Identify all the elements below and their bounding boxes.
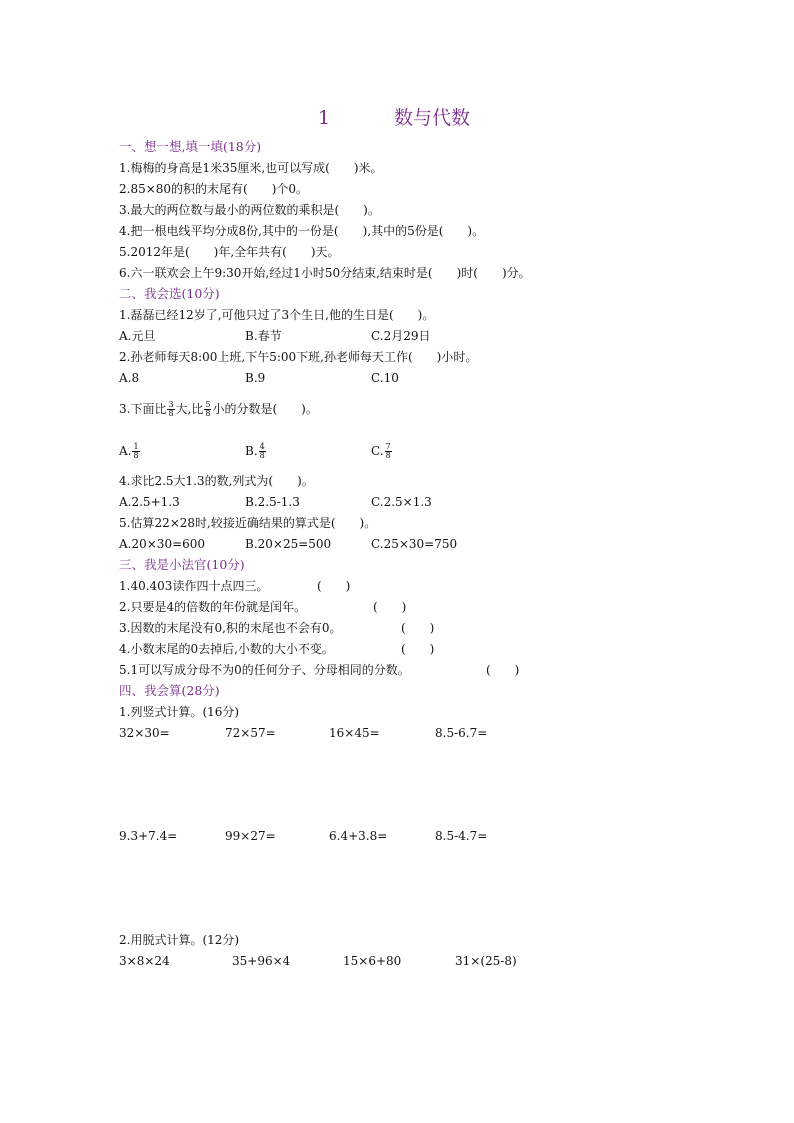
judge-bracket-5: ( ) [486, 663, 520, 677]
judge-question-2: 2.只要是4的倍数的年份就是闰年。 [119, 600, 307, 614]
calc-item: 3×8×24 [119, 954, 170, 968]
fill-question-2: 2.85×80的积的末尾有( )个0。 [119, 182, 309, 196]
section-heading-judge: 三、我是小法官(10分) [119, 557, 245, 572]
calc-item: 8.5-4.7= [435, 829, 488, 843]
calc-item: 15×6+80 [343, 954, 402, 968]
choose-q1-option-c: C.2月29日 [371, 329, 431, 343]
choose-q3-option-a: A. $\frac{1}{8}$ [119, 442, 139, 460]
judge-question-5: 5.1可以写成分母不为0的任何分子、分母相同的分数。 [119, 663, 410, 677]
calc-item: 72×57= [225, 726, 276, 740]
judge-bracket-3: ( ) [401, 621, 435, 635]
section-heading-fill: 一、想一想,填一填(18分) [119, 139, 262, 154]
judge-question-4: 4.小数末尾的0去掉后,小数的大小不变。 [119, 642, 334, 656]
choose-q2-option-c: C.10 [371, 371, 399, 385]
section-heading-calc: 四、我会算(28分) [119, 683, 220, 698]
calc-sub-stepwise: 2.用脱式计算。(12分) [119, 933, 240, 947]
fill-question-6: 6.六一联欢会上午9:30开始,经过1小时50分结束,结束时是( )时( )分。 [119, 266, 531, 280]
choose-question-2: 2.孙老师每天8:00上班,下午5:00下班,孙老师每天工作( )小时。 [119, 350, 478, 364]
fraction-five-eighths: $\frac{5}{8}$ [205, 400, 211, 418]
calc-item: 35+96×4 [232, 954, 291, 968]
judge-question-1: 1.40.403读作四十点四三。 [119, 579, 269, 593]
judge-question-3: 3.因数的末尾没有0,积的末尾也不会有0。 [119, 621, 342, 635]
title-number: 1 [318, 107, 331, 129]
choose-q3-option-b: B. $\frac{4}{8}$ [245, 442, 265, 460]
calc-item: 9.3+7.4= [119, 829, 178, 843]
choose-q3-option-c: C. $\frac{7}{8}$ [371, 442, 391, 460]
fraction-three-eighths: $\frac{3}{8}$ [168, 400, 174, 418]
choose-q2-option-a: A.8 [119, 371, 140, 385]
fill-question-1: 1.梅梅的身高是1米35厘米,也可以写成( )米。 [119, 161, 383, 175]
choose-question-3: 3.下面比 $\frac{3}{8}$ 大,比 $\frac{5}{8}$ 小的分数是( )。 [119, 400, 318, 418]
page-title: 数与代数 [394, 107, 471, 129]
calc-item: 99×27= [225, 829, 276, 843]
fill-question-4: 4.把一根电线平均分成8份,其中的一份是( ),其中的5份是( )。 [119, 224, 485, 238]
choose-q5-option-b: B.20×25=500 [245, 537, 332, 551]
calc-item: 16×45= [329, 726, 380, 740]
calc-item: 6.4+3.8= [329, 829, 388, 843]
calc-item: 32×30= [119, 726, 170, 740]
choose-q4-option-a: A.2.5+1.3 [119, 495, 180, 509]
choose-q4-option-b: B.2.5-1.3 [245, 495, 300, 509]
choose-q5-option-a: A.20×30=600 [119, 537, 206, 551]
choose-q1-option-a: A.元旦 [119, 329, 156, 343]
choose-q2-option-b: B.9 [245, 371, 266, 385]
calc-item: 31×(25-8) [455, 954, 517, 968]
section-heading-choose: 二、我会选(10分) [119, 286, 220, 301]
choose-q4-option-c: C.2.5×1.3 [371, 495, 432, 509]
choose-question-5: 5.估算22×28时,较接近确结果的算式是( )。 [119, 516, 377, 530]
judge-bracket-4: ( ) [401, 642, 435, 656]
choose-question-4: 4.求比2.5大1.3的数,列式为( )。 [119, 474, 314, 488]
calc-item: 8.5-6.7= [435, 726, 488, 740]
calc-sub-vertical: 1.列竖式计算。(16分) [119, 705, 240, 719]
fill-question-5: 5.2012年是( )年,全年共有( )天。 [119, 245, 340, 259]
judge-bracket-2: ( ) [373, 600, 407, 614]
choose-question-1: 1.磊磊已经12岁了,可他只过了3个生日,他的生日是( )。 [119, 308, 435, 322]
judge-bracket-1: ( ) [317, 579, 351, 593]
choose-q5-option-c: C.25×30=750 [371, 537, 458, 551]
choose-q1-option-b: B.春节 [245, 329, 282, 343]
fill-question-3: 3.最大的两位数与最小的两位数的乘积是( )。 [119, 203, 380, 217]
